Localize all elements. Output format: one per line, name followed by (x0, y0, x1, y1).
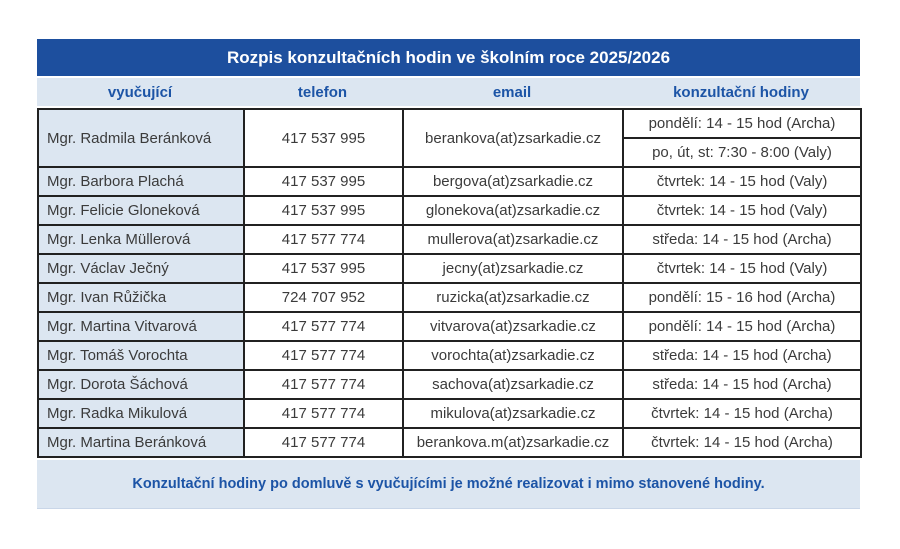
email-cell: jecny(at)zsarkadie.cz (403, 254, 623, 283)
email-cell: mikulova(at)zsarkadie.cz (403, 399, 623, 428)
hours-cell: čtvrtek: 14 - 15 hod (Archa) (623, 399, 861, 428)
phone-cell: 417 577 774 (244, 341, 403, 370)
email-cell: mullerova(at)zsarkadie.cz (403, 225, 623, 254)
table-row (38, 341, 861, 370)
phone-cell: 417 577 774 (244, 370, 403, 399)
teacher-name-cell: Mgr. Martina Beránková (38, 428, 244, 457)
phone-cell: 417 577 774 (244, 225, 403, 254)
column-header-phone: telefon (297, 83, 348, 101)
hours-cell: pondělí: 14 - 15 hod (Archa) (623, 109, 861, 138)
hours-cell: středa: 14 - 15 hod (Archa) (623, 370, 861, 399)
column-header-row (37, 78, 860, 106)
hours-cell: středa: 14 - 15 hod (Archa) (623, 225, 861, 254)
consultation-table (37, 108, 862, 458)
table-row (38, 196, 861, 225)
hours-cell: čtvrtek: 14 - 15 hod (Valy) (623, 167, 861, 196)
phone-cell: 417 577 774 (244, 312, 403, 341)
teacher-name-cell: Mgr. Felicie Gloneková (38, 196, 244, 225)
table-row (38, 399, 861, 428)
phone-cell: 417 537 995 (244, 254, 403, 283)
email-cell: glonekova(at)zsarkadie.cz (403, 196, 623, 225)
table-row (38, 109, 861, 138)
phone-cell: 417 537 995 (244, 167, 403, 196)
email-cell: ruzicka(at)zsarkadie.cz (403, 283, 623, 312)
email-cell: sachova(at)zsarkadie.cz (403, 370, 623, 399)
email-cell: vitvarova(at)zsarkadie.cz (403, 312, 623, 341)
teacher-name-cell: Mgr. Radmila Beránková (38, 109, 244, 167)
teacher-name-cell: Mgr. Radka Mikulová (38, 399, 244, 428)
table-row (38, 370, 861, 399)
column-header-hours: konzultační hodiny (673, 83, 809, 101)
phone-cell: 417 577 774 (244, 428, 403, 457)
column-header-email: email (492, 83, 532, 101)
hours-cell: pondělí: 14 - 15 hod (Archa) (623, 312, 861, 341)
table-row (38, 428, 861, 457)
consultation-schedule (37, 39, 860, 509)
page-title: Rozpis konzultačních hodin ve školním roce 2025/2026 (226, 47, 671, 67)
email-cell: berankova.m(at)zsarkadie.cz (403, 428, 623, 457)
table-row (38, 254, 861, 283)
hours-cell: čtvrtek: 14 - 15 hod (Valy) (623, 254, 861, 283)
column-header-teacher: vyučující (107, 83, 173, 101)
phone-cell: 417 577 774 (244, 399, 403, 428)
table-row (38, 167, 861, 196)
hours-cell: čtvrtek: 14 - 15 hod (Archa) (623, 428, 861, 457)
email-cell: bergova(at)zsarkadie.cz (403, 167, 623, 196)
phone-cell: 417 537 995 (244, 109, 403, 167)
table-row (38, 283, 861, 312)
teacher-name-cell: Mgr. Lenka Müllerová (38, 225, 244, 254)
phone-cell: 417 537 995 (244, 196, 403, 225)
teacher-name-cell: Mgr. Barbora Plachá (38, 167, 244, 196)
table-row (38, 225, 861, 254)
teacher-name-cell: Mgr. Václav Ječný (38, 254, 244, 283)
table-title-bar (37, 39, 860, 76)
hours-cell: středa: 14 - 15 hod (Archa) (623, 341, 861, 370)
table-row (38, 312, 861, 341)
email-cell: berankova(at)zsarkadie.cz (403, 109, 623, 167)
footer-note-band (37, 460, 860, 509)
footer-note: Konzultační hodiny po domluvě s vyučujícími je možné realizovat i mimo stanovené hodiny. (132, 476, 765, 492)
hours-cell: pondělí: 15 - 16 hod (Archa) (623, 283, 861, 312)
hours-cell: po, út, st: 7:30 - 8:00 (Valy) (623, 138, 861, 167)
teacher-name-cell: Mgr. Ivan Růžička (38, 283, 244, 312)
email-cell: vorochta(at)zsarkadie.cz (403, 341, 623, 370)
teacher-name-cell: Mgr. Tomáš Vorochta (38, 341, 244, 370)
hours-cell: čtvrtek: 14 - 15 hod (Valy) (623, 196, 861, 225)
teacher-name-cell: Mgr. Martina Vitvarová (38, 312, 244, 341)
phone-cell: 724 707 952 (244, 283, 403, 312)
teacher-name-cell: Mgr. Dorota Šáchová (38, 370, 244, 399)
